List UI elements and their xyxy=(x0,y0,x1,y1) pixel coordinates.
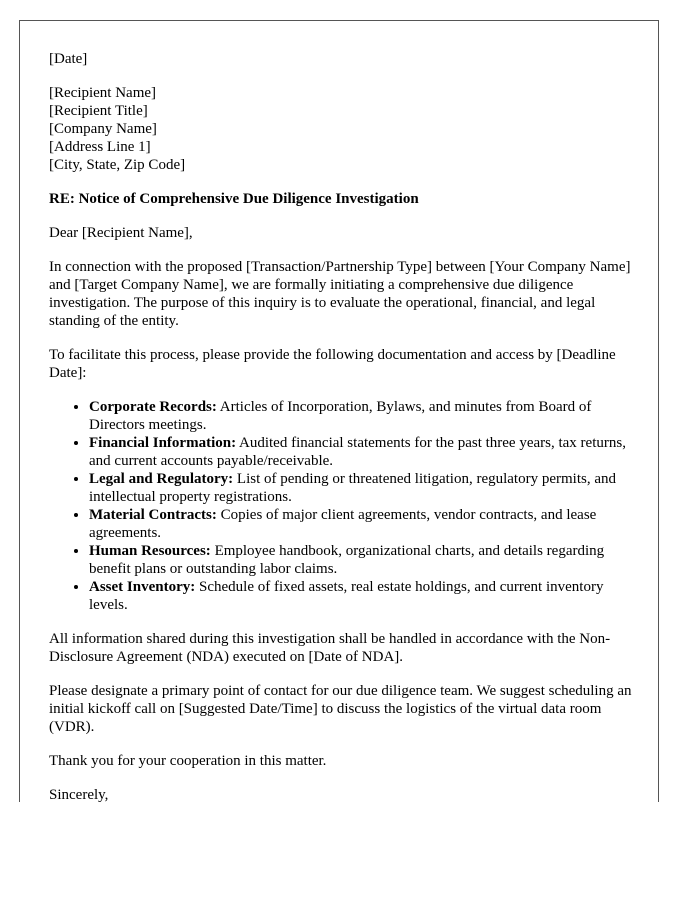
documentation-list xyxy=(49,398,639,614)
closing: Sincerely, xyxy=(49,787,109,802)
recipient-title: [Recipient Title] xyxy=(49,103,148,119)
list-item-title: Financial Information: xyxy=(89,435,237,451)
list-item-asset-inventory xyxy=(89,578,639,614)
contact-paragraph: Please designate a primary point of contact for our due diligence team. We suggest scheduling an initial kickoff call on [Suggested Date/Time] to discuss the logistics of the virtual data room (VDR). xyxy=(49,683,632,735)
request-paragraph: To facilitate this process, please provide the following documentation and access by [Deadline Date]: xyxy=(49,347,616,381)
salutation: Dear [Recipient Name], xyxy=(49,225,193,241)
list-item-title: Corporate Records: xyxy=(89,399,217,415)
recipient-city-state-zip: [City, State, Zip Code] xyxy=(49,157,186,173)
list-item-text: Articles of Incorporation, Bylaws, and minutes from Board of Directors meetings. xyxy=(89,399,592,433)
list-item-title: Material Contracts: xyxy=(89,507,217,523)
recipient-name: [Recipient Name] xyxy=(49,85,157,101)
list-item-financial-information xyxy=(89,434,639,470)
confidentiality-paragraph: All information shared during this investigation shall be handled in accordance with the Non-Disclosure Agreement (NDA) executed on [Date of NDA]. xyxy=(49,631,611,665)
list-item-text: Audited financial statements for the past three years, tax returns, and current accounts payable/receivable. xyxy=(89,435,626,469)
recipient-address-line-1: [Address Line 1] xyxy=(49,139,151,155)
list-item-human-resources xyxy=(89,542,639,578)
list-item-text: Schedule of fixed assets, real estate holdings, and current inventory levels. xyxy=(89,579,604,613)
letter-content xyxy=(49,50,639,802)
list-item-text: Employee handbook, organizational charts, and details regarding benefit plans or outstanding labor claims. xyxy=(89,543,605,577)
letter-date: [Date] xyxy=(49,51,88,67)
list-item-title: Asset Inventory: xyxy=(89,579,196,595)
list-item-title: Legal and Regulatory: xyxy=(89,471,234,487)
recipient-address-block xyxy=(49,84,639,174)
recipient-company: [Company Name] xyxy=(49,121,157,137)
list-item-text: Copies of major client agreements, vendor contracts, and lease agreements. xyxy=(89,507,597,541)
intro-paragraph: In connection with the proposed [Transaction/Partnership Type] between [Your Company Name] and [Target Company Name], we are formally initiating a comprehensive due diligence investigation. The purpose of this inquiry is to evaluate the operational, financial, and legal standing of the entity. xyxy=(49,259,631,329)
list-item-material-contracts xyxy=(89,506,639,542)
list-item-text: List of pending or threatened litigation, regulatory permits, and intellectual property registrations. xyxy=(89,471,616,505)
thank-you-paragraph: Thank you for your cooperation in this matter. xyxy=(49,753,327,769)
list-item-legal-regulatory xyxy=(89,470,639,506)
letter-page xyxy=(19,20,659,802)
subject-line: RE: Notice of Comprehensive Due Diligence Investigation xyxy=(49,191,419,207)
list-item-title: Human Resources: xyxy=(89,543,211,559)
list-item-corporate-records xyxy=(89,398,639,434)
